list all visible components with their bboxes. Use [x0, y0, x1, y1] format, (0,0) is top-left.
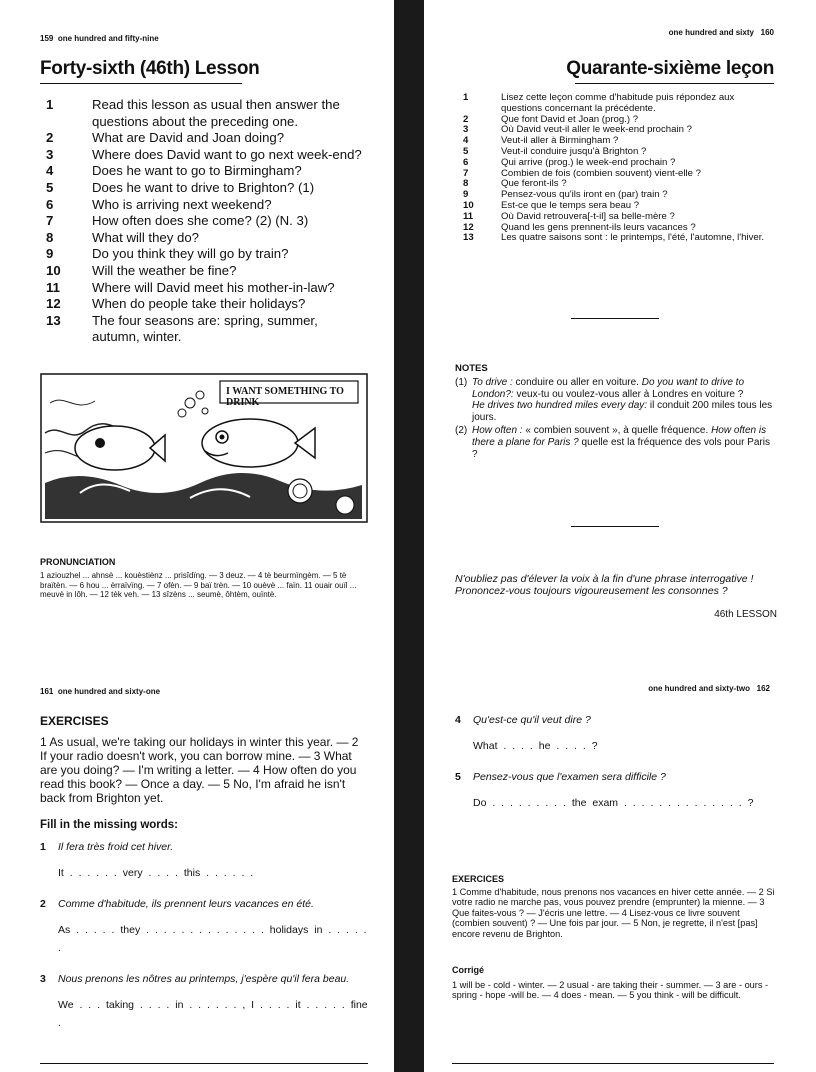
- exercises-heading: EXERCISES: [40, 714, 109, 728]
- fill-heading: Fill in the missing words:: [40, 819, 179, 831]
- page-number: 161: [40, 687, 54, 696]
- line-text: Que feront-ils ?: [501, 178, 567, 190]
- page-header-159: [40, 34, 159, 43]
- page-bottom-rule: [40, 1063, 368, 1064]
- line-text: Les quatre saisons sont : le printemps, l'été, l'automne, l'hiver.: [501, 232, 765, 244]
- line-number: 5: [46, 179, 54, 195]
- page-header-161: [40, 687, 160, 696]
- lesson-line: [455, 93, 777, 115]
- lesson-line: [40, 280, 365, 297]
- lesson-line: [40, 213, 365, 230]
- lesson-line: [40, 313, 365, 346]
- line-text: Où David veut-il aller le week-end prochain ?: [501, 124, 692, 136]
- title-underline: [40, 83, 242, 84]
- cartoon-illustration: [40, 373, 368, 523]
- lesson-line: [40, 263, 365, 280]
- line-number: 3: [46, 146, 54, 162]
- line-text: When do people take their holidays?: [92, 296, 306, 312]
- line-text: Do you think they will go by train?: [92, 246, 289, 262]
- fill-item: [40, 841, 368, 882]
- page-number: 160: [760, 28, 774, 37]
- lesson-line: [40, 246, 365, 263]
- line-text: What are David and Joan doing?: [92, 130, 285, 146]
- line-text: Quand les gens prennent-ils leurs vacances ?: [501, 221, 696, 233]
- lesson-text-fr: [455, 93, 777, 244]
- line-text: Qui arrive (prog.) le week-end prochain ?: [501, 156, 676, 168]
- lesson-line: [40, 130, 365, 147]
- line-number: 6: [463, 156, 469, 168]
- page-bottom-rule: [452, 1063, 774, 1064]
- line-number: 3: [463, 124, 469, 136]
- line-text: Que font David et Joan (prog.) ?: [501, 113, 639, 125]
- line-number: 6: [46, 196, 54, 212]
- fill-number: 3: [40, 973, 46, 985]
- fill-number: 1: [40, 841, 46, 853]
- line-number: 1: [46, 97, 54, 112]
- lesson-title-fr: Quarante-sixième leçon: [566, 58, 774, 79]
- exercices-heading: EXERCICES: [452, 874, 505, 884]
- line-text: Who is arriving next weekend?: [92, 196, 272, 212]
- line-text: Read this lesson as usual then answer the questions about the preceding one.: [92, 97, 340, 129]
- line-text: Veut-il aller à Birmingham ?: [501, 135, 619, 147]
- title-underline: [575, 83, 774, 84]
- reminder-section: [455, 574, 777, 620]
- note-1: (1) To drive : conduire ou aller en voiture. Do you want to drive to London?: veux-tu ou voulez-vous aller à Londres en voiture ? He drives two hundred miles every day: il conduit 200 miles tous les jours.: [455, 377, 773, 423]
- line-text: Will the weather be fine?: [92, 262, 237, 278]
- line-text: Pensez-vous qu'ils iront en (par) train ?: [501, 189, 668, 201]
- lesson-line: [455, 158, 777, 169]
- line-number: 11: [46, 279, 60, 295]
- notes-heading: NOTES: [455, 363, 488, 374]
- fill-prompt-fr: Pensez-vous que l'examen sera difficile ?: [473, 771, 666, 783]
- lesson-line: [40, 197, 365, 214]
- lesson-title-en: Forty-sixth (46th) Lesson: [40, 58, 260, 79]
- page-header-162: [648, 684, 770, 693]
- line-number: 11: [463, 210, 474, 222]
- line-number: 7: [46, 213, 54, 229]
- separator-rule: [571, 318, 659, 319]
- lesson-line: [455, 212, 777, 223]
- notes-section: [455, 363, 777, 460]
- line-text: Where does David want to go next week-end?: [92, 146, 362, 162]
- exercices-section-fr: [452, 874, 777, 1001]
- reminder-intonation: N'oubliez pas d'élever la voix à la fin d'une phrase interrogative !: [455, 573, 754, 585]
- separator-rule: [571, 526, 659, 527]
- fill-item: [40, 898, 368, 957]
- fill-number: 5: [455, 771, 461, 783]
- line-number: 5: [463, 145, 469, 157]
- line-number: 9: [46, 246, 54, 262]
- book-gutter: [394, 0, 424, 1072]
- corrige-heading: Corrigé: [452, 965, 485, 976]
- fill-prompt-fr: Il fera très froid cet hiver.: [58, 841, 174, 853]
- line-number: 12: [46, 296, 61, 312]
- line-text: Veut-il conduire jusqu'à Brighton ?: [501, 145, 647, 157]
- page-number-words: one hundred and sixty: [668, 28, 754, 37]
- exercises-section-en: [40, 714, 368, 1048]
- line-text: Où David retrouvera[-t-il] sa belle-mère ?: [501, 210, 675, 222]
- line-text: What will they do?: [92, 229, 200, 245]
- line-number: 10: [46, 262, 61, 278]
- fill-prompt-fr: Qu'est-ce qu'il veut dire ?: [473, 714, 591, 726]
- line-number: 8: [463, 178, 469, 190]
- line-text: Lisez cette leçon comme d'habitude puis répondez aux questions concernant la précédente.: [501, 92, 735, 114]
- line-text: How often does she come? (2) (N. 3): [92, 213, 309, 229]
- lesson-line: [40, 296, 365, 313]
- line-number: 4: [46, 163, 54, 179]
- pronunciation-text: 1 aziouzhel ... ahnsè ... kouèstiènz ... prisîdïng. — 3 deuz. — 4 tè beurmïngèm. — 5 tè braïtèn. — 6 hou ... èrraïvïng. — 7 ofèn. — 9 baï trèn. — 10 ouèvè ... faïn. 11 ouair ouïl ... meuvè in lôh. — 12 tèk veh. — 13 sîzèns ... seumè, ôhtèm, ouïntè.: [40, 571, 357, 600]
- lesson-line: [40, 97, 365, 130]
- line-number: 10: [463, 199, 474, 211]
- lesson-line: [40, 230, 365, 247]
- fill-blank-en[interactable]: As . . . . . they . . . . . . . . . . . . . . holidays in . . . . . .: [58, 924, 367, 954]
- fill-section-fr: [455, 714, 777, 828]
- fill-number: 4: [455, 714, 461, 726]
- line-text: Does he want to drive to Brighton? (1): [92, 179, 315, 195]
- fill-item: [455, 771, 777, 812]
- lesson-line: [40, 147, 365, 164]
- line-number: 4: [463, 135, 469, 147]
- pronunciation-heading: PRONUNCIATION: [40, 557, 116, 567]
- line-number: 12: [463, 221, 474, 233]
- line-text: Does he want to go to Birmingham?: [92, 163, 302, 179]
- line-number: 9: [463, 189, 469, 201]
- exercises-text: 1 As usual, we're taking our holidays in winter this year. — 2 If your radio doesn't work, you can borrow mine. — 3 What are you doing? — I'm writing a letter. — 4 How often do you read this book? — Once a day. — 5 No, I'm afraid he isn't back from Brighton yet.: [40, 735, 359, 805]
- pronunciation-section: [40, 557, 370, 600]
- corrige-text: 1 will be - cold - winter. — 2 usual - are taking their - summer. — 3 are - ours - spring - hope -will be. — 4 does - mean. — 5 you think - will be difficult.: [452, 980, 769, 1001]
- page-number-words: one hundred and sixty-two: [648, 684, 750, 693]
- line-number: 7: [463, 167, 469, 179]
- cartoon-speech: I WANT SOMETHING TO DRINK: [226, 386, 344, 408]
- lesson-tag: 46th LESSON: [714, 609, 777, 621]
- line-number: 2: [46, 130, 54, 146]
- note-2: (2) How often : « combien souvent », à quelle fréquence. How often is there a plane for Paris ? quelle est la fréquence des vols pour Paris ?: [455, 425, 770, 460]
- fill-item: [40, 973, 368, 1032]
- line-text: The four seasons are: spring, summer, autumn, winter.: [92, 312, 318, 345]
- fill-blank-en[interactable]: Do . . . . . . . . . the exam . . . . . . . . . . . . . . ?: [473, 797, 754, 809]
- exercices-text: 1 Comme d'habitude, nous prenons nos vacances en hiver cette année. — 2 Si votre radio ne marche pas, vous pouvez prendre (emprunter) la mienne. — 3 Que faites-vous ? — J'écris une lettre. — 4 Lisez-vous ce livre souvent (combien souvent) ? — Une fois par jour. — 5 Non, je regrette, il n'est [pas] encore revenu de Brighton.: [452, 887, 775, 939]
- fill-prompt-fr: Comme d'habitude, ils prennent leurs vacances en été.: [58, 898, 314, 910]
- line-number: 8: [46, 229, 54, 245]
- fill-blank-en[interactable]: We . . . taking . . . . in . . . . . . , I . . . . it . . . . . fine .: [58, 999, 368, 1029]
- line-text: Combien de fois (combien souvent) vient-elle ?: [501, 167, 701, 179]
- lesson-line: [455, 233, 777, 244]
- line-text: Where will David meet his mother-in-law?: [92, 279, 335, 295]
- fill-blank-en[interactable]: It . . . . . . very . . . . this . . . . . .: [58, 867, 254, 879]
- line-number: 13: [46, 312, 61, 328]
- line-number: 2: [463, 113, 469, 125]
- fill-prompt-fr: Nous prenons les nôtres au printemps, j'espère qu'il fera beau.: [58, 973, 350, 985]
- lesson-line: [40, 180, 365, 197]
- fill-blank-en[interactable]: What . . . . he . . . . ?: [473, 740, 598, 752]
- line-number: 1: [463, 92, 469, 103]
- fill-item: [455, 714, 777, 755]
- page-number: 159: [40, 34, 54, 43]
- line-number: 13: [463, 232, 474, 244]
- line-text: Est-ce que le temps sera beau ?: [501, 199, 640, 211]
- fill-number: 2: [40, 898, 46, 910]
- page-number-words: one hundred and fifty-nine: [57, 34, 159, 43]
- page-header-160: [669, 28, 774, 37]
- reminder-consonants: Prononcez-vous toujours vigoureusement les consonnes ?: [455, 584, 728, 597]
- page-number-words: one hundred and sixty-one: [57, 687, 161, 696]
- lesson-text-en: [40, 97, 365, 346]
- lesson-line: [40, 163, 365, 180]
- page-number: 162: [756, 684, 770, 693]
